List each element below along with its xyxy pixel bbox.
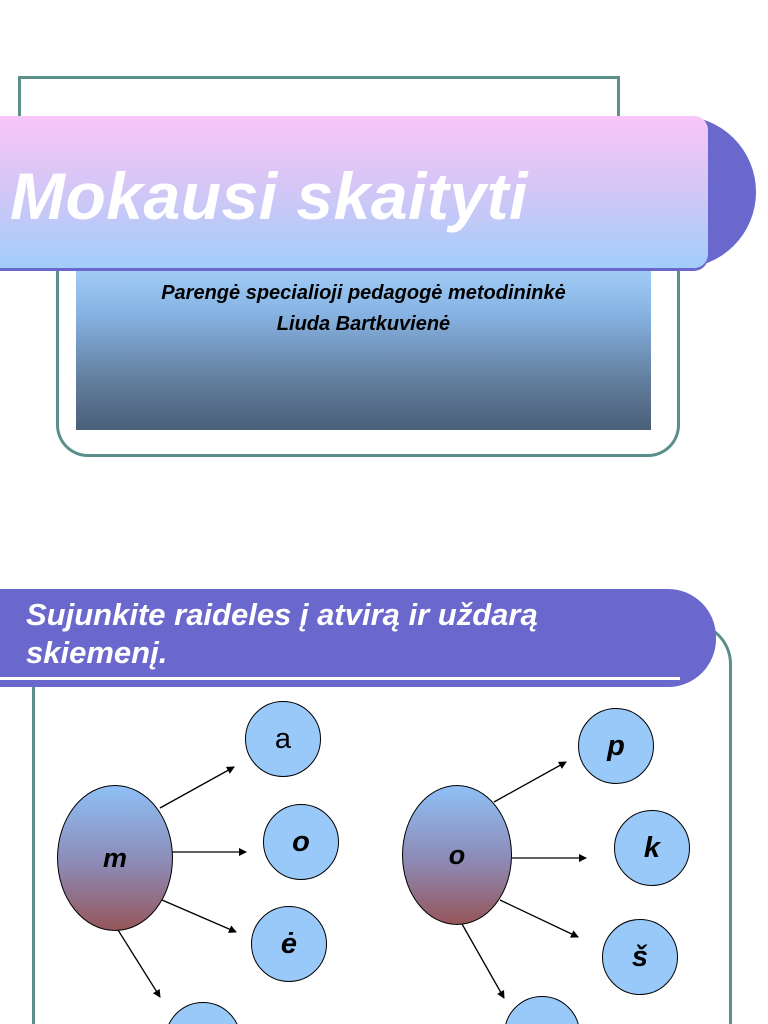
letter-circle-e-dot[interactable]: ė — [251, 906, 327, 982]
letter-circle-s-caron[interactable]: š — [602, 919, 678, 995]
arrow-o-to-p — [494, 762, 566, 802]
left-center-oval[interactable]: m — [57, 785, 173, 931]
heading-line-1: Sujunkite raideles į atvirą ir uždarą — [26, 597, 538, 632]
arrow-m-to-a — [160, 767, 234, 808]
letter-circle-p[interactable]: p — [578, 708, 654, 784]
arrow-o-to-s — [500, 900, 578, 937]
letter-circle-o[interactable]: o — [263, 804, 339, 880]
arrow-m-to-bottom — [118, 930, 160, 997]
author-line-1: Parengė specialioji pedagogė metodininkė — [161, 282, 566, 304]
slide-title: Mokausi skaityti — [10, 159, 528, 233]
exercise-slide — [0, 512, 768, 1024]
heading-line-2: skiemenį. — [26, 635, 168, 670]
arrow-m-to-e — [162, 900, 236, 932]
letter-circle-a[interactable]: a — [245, 701, 321, 777]
right-center-oval[interactable]: o — [402, 785, 512, 925]
arrow-o-to-bottom — [462, 924, 504, 998]
author-line-2: Liuda Bartkuvienė — [276, 313, 451, 335]
letter-circle-k[interactable]: k — [614, 810, 690, 886]
author-credit — [76, 278, 651, 340]
